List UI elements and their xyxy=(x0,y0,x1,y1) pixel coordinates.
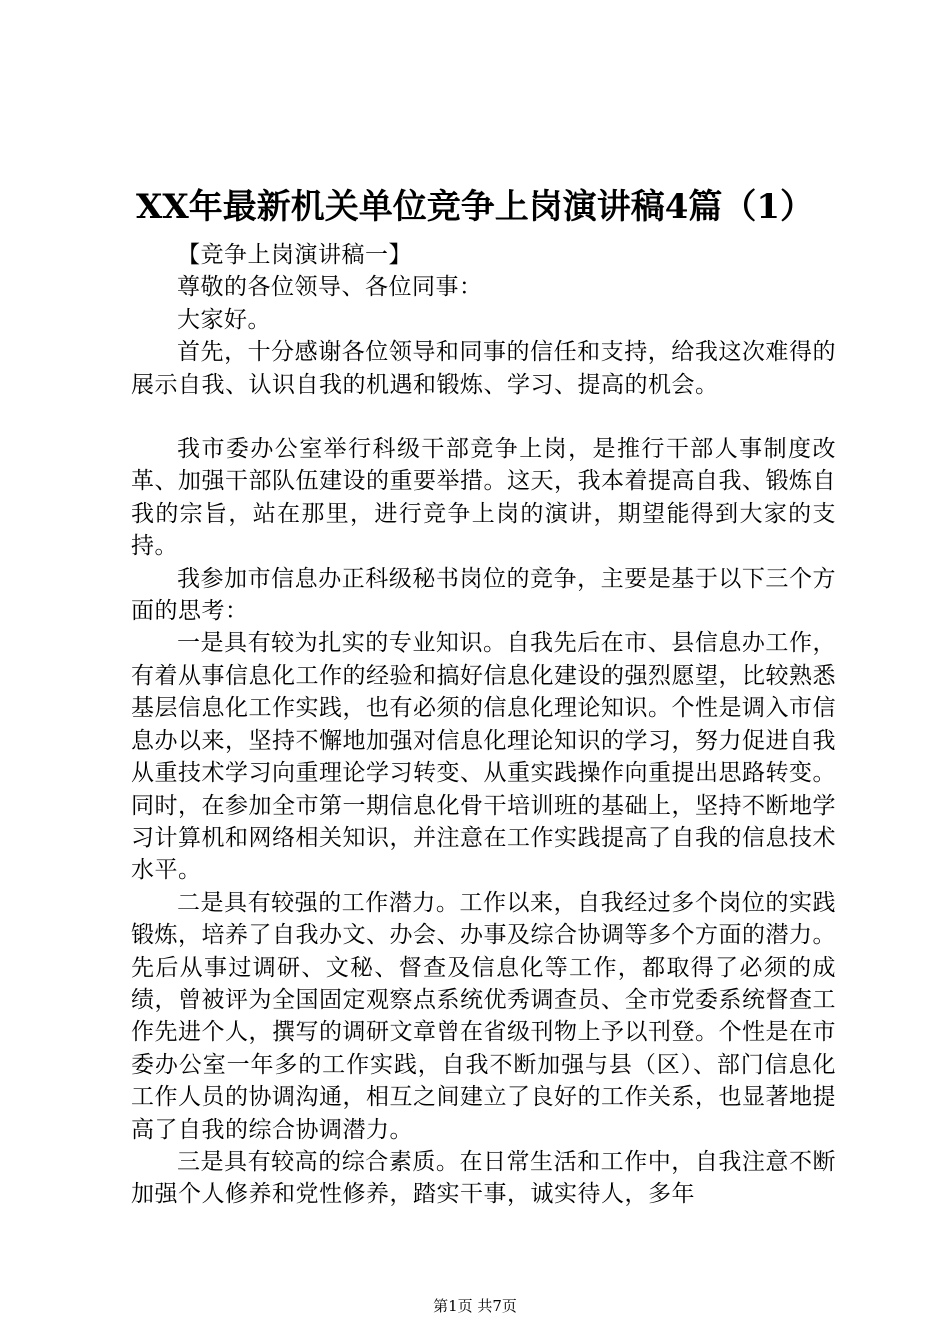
paragraph-thanks: 首先，十分感谢各位领导和同事的信任和支持，给我这次难得的展示自我、认识自我的机遇和锻炼、学习、提高的机会。 xyxy=(131,339,836,398)
paragraph-intro: 我市委办公室举行科级干部竞争上岗，是推行干部人事制度改革、加强干部队伍建设的重要举措。这天，我本着提高自我、锻炼自我的宗旨，站在那里，进行竞争上岗的演讲，期望能得到大家的支持。 xyxy=(131,436,836,560)
document-body xyxy=(131,239,836,1211)
paragraph-section-heading: 【竞争上岗演讲稿一】 xyxy=(177,242,412,268)
paragraph-salutation: 尊敬的各位领导、各位同事： xyxy=(177,274,483,301)
paragraph-point-one: 一是具有较为扎实的专业知识。自我先后在市、县信息办工作，有着从事信息化工作的经验和搞好信息化建设的强烈愿望，比较熟悉基层信息化工作实践，也有必须的信息化理论知识。个性是调入市信息办以来，坚持不懈地加强对信息化理论知识的学习，努力促进自我从重技术学习向重理论学习转变、从重实践操作向重提出思路转变。同时，在参加全市第一期信息化骨干培训班的基础上，坚持不断地学习计算机和网络相关知识，并注意在工作实践提高了自我的信息技术水平。 xyxy=(131,630,836,884)
paragraph-point-three: 三是具有较高的综合素质。在日常生活和工作中，自我注意不断加强个人修养和党性修养，踏实干事，诚实待人，多年 xyxy=(131,1148,836,1208)
page-number-footer: 第1页 共7页 xyxy=(433,1297,517,1315)
document-title: XX年最新机关单位竞争上岗演讲稿4篇（1） xyxy=(135,187,815,227)
paragraph-point-two: 二是具有较强的工作潜力。工作以来，自我经过多个岗位的实践锻炼，培养了自我办文、办会、办事及综合协调等多个方面的潜力。先后从事过调研、文秘、督查及信息化等工作，都取得了必须的成绩，曾被评为全国固定观察点系统优秀调查员、全市党委系统督查工作先进个人，撰写的调研文章曾在省级刊物上予以刊登。个性是在市委办公室一年多的工作实践，自我不断加强与县（区）、部门信息化工作人员的协调沟通，相互之间建立了良好的工作关系，也显著地提高了自我的综合协调潜力。 xyxy=(131,889,836,1143)
paragraph-greeting: 大家好。 xyxy=(177,306,271,333)
paragraph-position: 我参加市信息办正科级秘书岗位的竞争，主要是基于以下三个方面的思考： xyxy=(131,565,836,625)
